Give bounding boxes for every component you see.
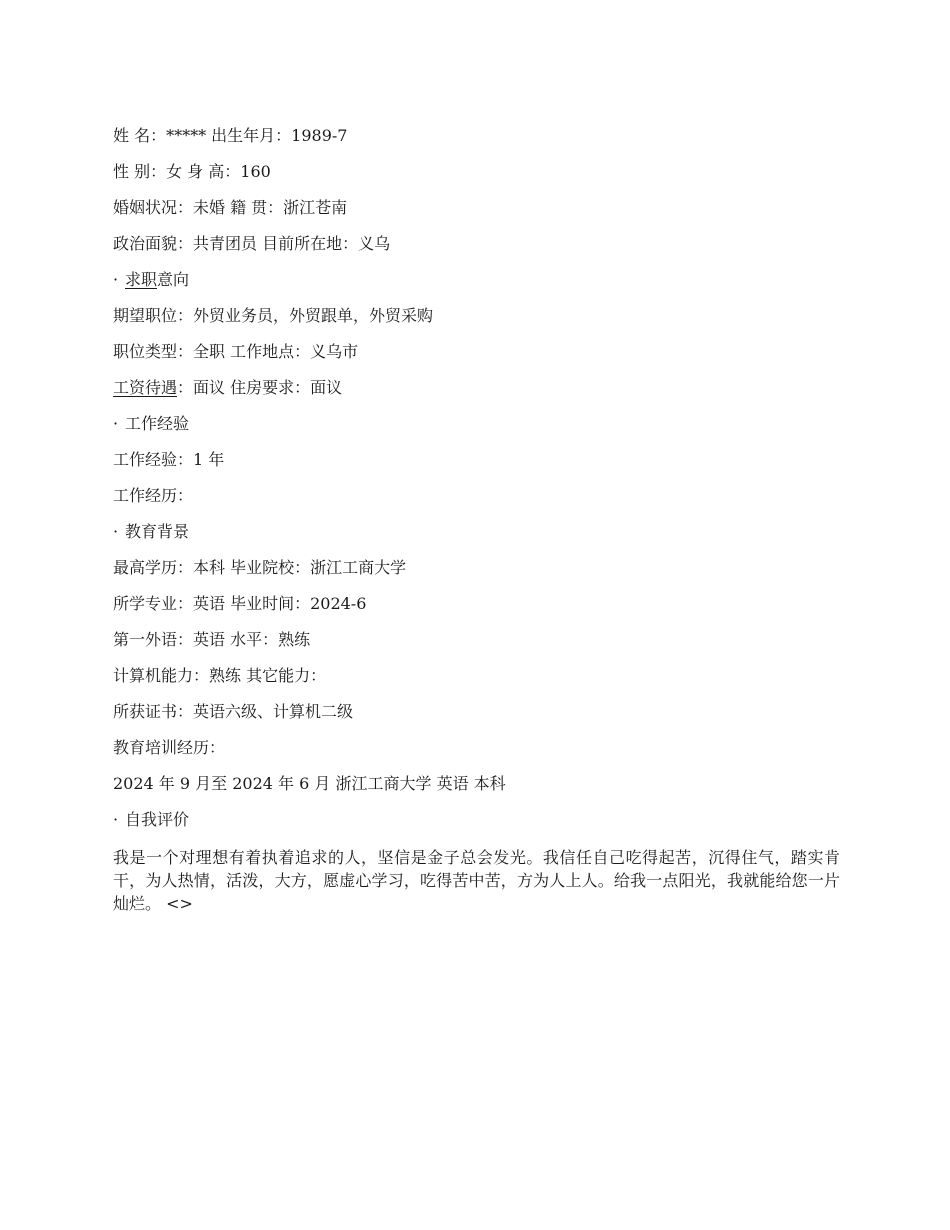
work-history-line: 工作经历： <box>113 486 194 505</box>
gender-height-line: 性 别：女 身 高：160 <box>113 162 271 181</box>
self-evaluation-paragraph: 我是一个对理想有着执着追求的人，坚信是金子总会发光。我信任自己吃得起苦，沉得住气，踏实肯干，为人热情，活泼，大方，愿虚心学习，吃得苦中苦，方为人上人。给我一点阳光，我就能给您一片灿烂。 <> <box>113 848 840 913</box>
salary-housing-line <box>113 376 840 412</box>
bullet-icon: · <box>113 414 119 433</box>
bullet-icon: · <box>113 810 119 829</box>
job-type-line: 职位类型：全职 工作地点：义乌市 <box>113 342 359 361</box>
marital-origin-line: 婚姻状况：未婚 籍 贯：浙江苍南 <box>113 198 348 217</box>
bullet-icon: · <box>113 522 119 541</box>
section-heading-job-intent <box>113 268 840 304</box>
desired-position-line: 期望职位：外贸业务员，外贸跟单，外贸采购 <box>113 306 434 325</box>
section-heading-work-experience <box>113 412 840 448</box>
heading-title: 工作经验 <box>125 414 190 433</box>
work-years-line: 工作经验：1 年 <box>113 450 225 469</box>
section-heading-self-evaluation <box>113 808 840 844</box>
political-location-line: 政治面貌：共青团员 目前所在地：义乌 <box>113 234 391 253</box>
section-heading-education <box>113 520 840 556</box>
salary-rest: ：面议 住房要求：面议 <box>177 378 343 397</box>
heading-title: 自我评价 <box>125 810 190 829</box>
heading-rest: 意向 <box>157 270 190 289</box>
training-history-label: 教育培训经历： <box>113 738 226 757</box>
resume-document <box>113 124 840 915</box>
heading-title: 教育背景 <box>125 522 190 541</box>
major-graduation-line: 所学专业：英语 毕业时间：2024-6 <box>113 594 367 613</box>
computer-skills-line: 计算机能力：熟练 其它能力： <box>113 666 327 685</box>
name-birth-line: 姓 名：***** 出生年月：1989-7 <box>113 126 348 145</box>
language-level-line: 第一外语：英语 水平：熟练 <box>113 630 311 649</box>
degree-school-line: 最高学历：本科 毕业院校：浙江工商大学 <box>113 558 407 577</box>
underlined-keyword: 工资待遇 <box>113 378 178 397</box>
bullet-icon: · <box>113 270 119 289</box>
underlined-keyword: 求职 <box>125 270 158 289</box>
certificates-line: 所获证书：英语六级、计算机二级 <box>113 702 354 721</box>
training-entry-line: 2024 年 9 月至 2024 年 6 月 浙江工商大学 英语 本科 <box>113 774 506 793</box>
